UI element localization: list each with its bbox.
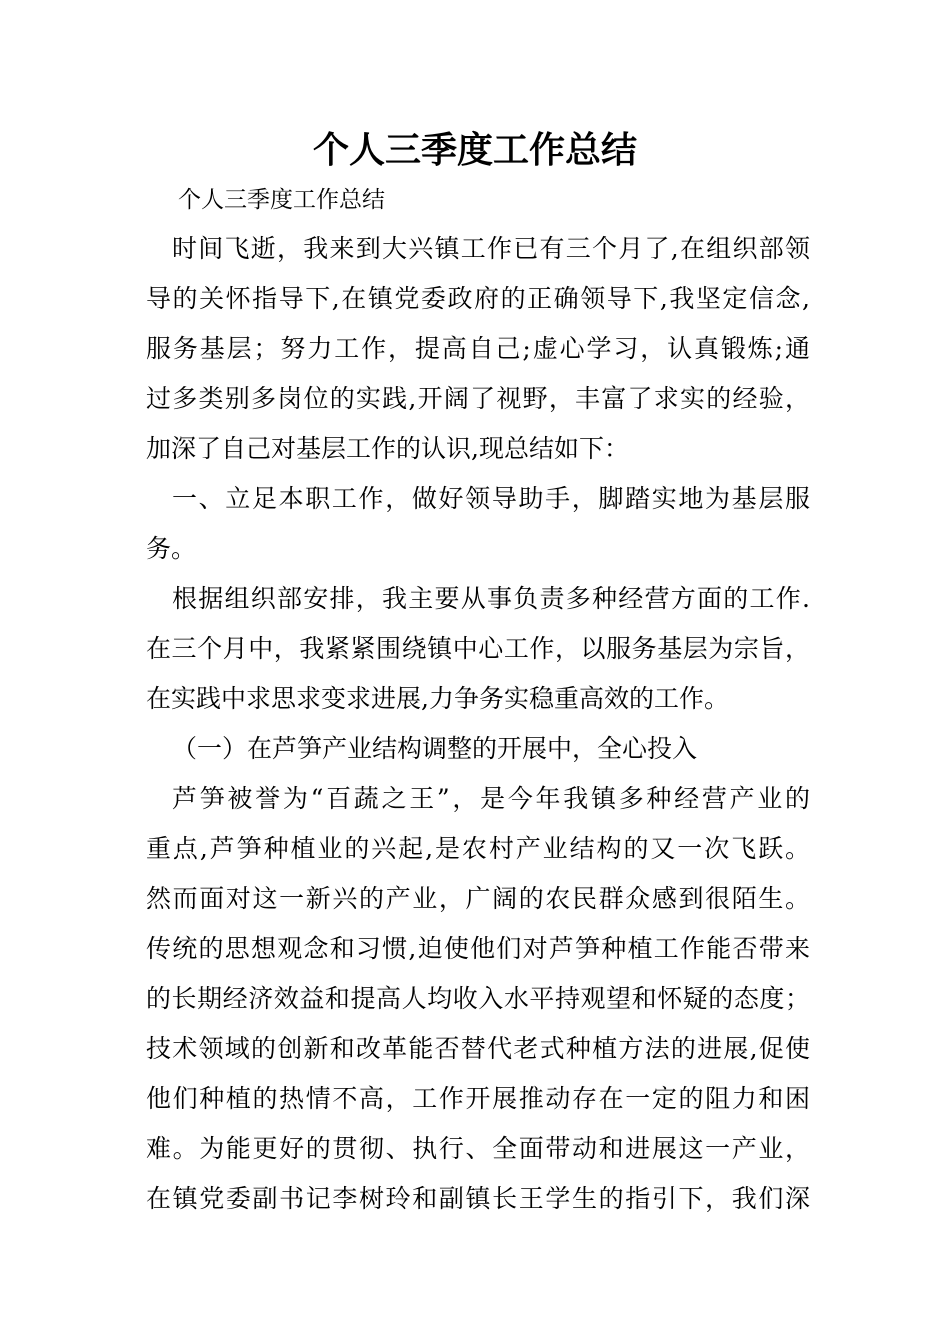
text-line-20: 在镇党委副书记李树玲和副镇长王学生的指引下，我们深 <box>146 1184 810 1213</box>
text-line-5: 加深了自己对基层工作的认识,现总结如下： <box>146 434 629 463</box>
text-line-13: 重点,芦笋种植业的兴起,是农村产业结构的又一次飞跃。 <box>146 834 810 863</box>
document-title: 个人三季度工作总结 <box>312 129 637 171</box>
text-line-3: 服务基层；努力工作，提高自己;虚心学习，认真锻炼;通 <box>146 334 810 363</box>
text-line-1: 时间飞逝，我来到大兴镇工作已有三个月了,在组织部领 <box>172 234 810 263</box>
text-line-18: 他们种植的热情不高，工作开展推动存在一定的阻力和困 <box>146 1084 810 1113</box>
text-line-16: 的长期经济效益和提高人均收入水平持观望和怀疑的态度； <box>146 984 810 1013</box>
text-line-14: 然而面对这一新兴的产业，广阔的农民群众感到很陌生。 <box>146 884 810 913</box>
text-line-10: 在实践中求思求变求进展,力争务实稳重高效的工作。 <box>146 684 729 713</box>
text-line-19: 难。为能更好的贯彻、执行、全面带动和进展这一产业， <box>146 1134 810 1163</box>
text-line-7: 务。 <box>146 534 197 563</box>
text-line-17: 技术领域的创新和改革能否替代老式种植方法的进展,促使 <box>146 1034 810 1063</box>
document-subtitle: 个人三季度工作总结 <box>178 187 385 213</box>
section-heading-2: （一）在芦笋产业结构调整的开展中，全心投入 <box>172 734 698 763</box>
text-line-15: 传统的思想观念和习惯,迫使他们对芦笋种植工作能否带来 <box>146 934 810 963</box>
text-line-9: 在三个月中，我紧紧围绕镇中心工作，以服务基层为宗旨， <box>146 634 810 663</box>
text-line-8: 根据组织部安排，我主要从事负责多种经营方面的工作. <box>172 584 810 613</box>
text-line-4: 过多类别多岗位的实践,开阔了视野，丰富了求实的经验， <box>146 384 810 413</box>
text-line-2: 导的关怀指导下,在镇党委政府的正确领导下,我坚定信念, <box>146 284 810 313</box>
section-heading-1: 一、立足本职工作，做好领导助手，脚踏实地为基层服 <box>172 484 810 513</box>
text-line-12: 芦笋被誉为“百蔬之王”，是今年我镇多种经营产业的 <box>172 784 810 813</box>
